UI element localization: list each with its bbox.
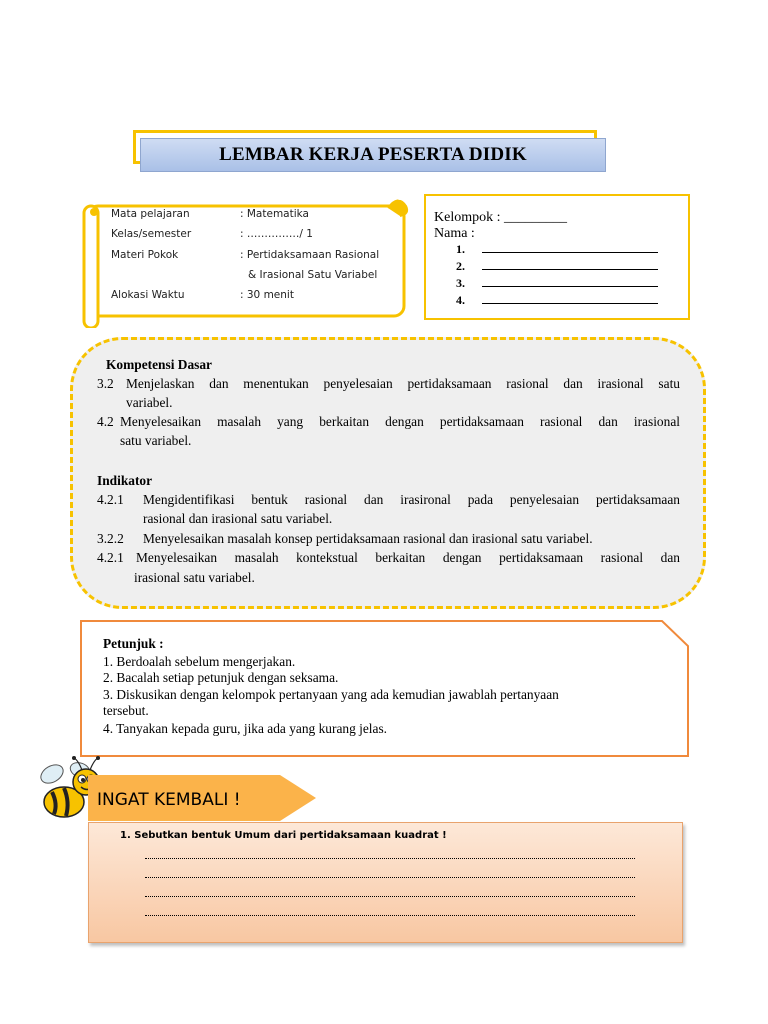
indicator-text: Menyelesaikan masalah konsep pertidaksamaan rasional dan irasional satu variabel. bbox=[143, 531, 593, 546]
answer-line[interactable] bbox=[145, 857, 635, 859]
member-row: 1. bbox=[456, 242, 465, 257]
instruction-line: 4. Tanyakan kepada guru, jika ada yang kurang jelas. bbox=[103, 721, 388, 736]
instruction-line: 1. Berdoalah sebelum mengerjakan. bbox=[103, 654, 296, 669]
kd-num: 3.2 bbox=[97, 376, 114, 391]
info-label: Materi Pokok bbox=[111, 249, 179, 261]
indicator-num: 4.2.1 bbox=[97, 550, 124, 565]
question-text: 1. Sebutkan bentuk Umum dari pertidaksamaan kuadrat ! bbox=[120, 830, 447, 841]
indicator-text: Menyelesaikan masalah kontekstual berkaitan dengan pertidaksamaan rasional dan bbox=[136, 550, 680, 565]
info-label: Kelas/semester bbox=[111, 228, 192, 240]
group-label: Kelompok : _________ bbox=[434, 210, 567, 225]
remember-label: INGAT KEMBALI ! bbox=[97, 790, 241, 810]
indicator-heading: Indikator bbox=[97, 473, 153, 488]
info-value: & Irasional Satu Variabel bbox=[248, 269, 378, 281]
indicator-text: irasional satu variabel. bbox=[134, 570, 255, 585]
instruction-line: 3. Diskusikan dengan kelompok pertanyaan yang ada kemudian jawablah pertanyaan bbox=[103, 687, 559, 702]
info-label: Mata pelajaran bbox=[111, 208, 190, 220]
kd-text: satu variabel. bbox=[120, 433, 192, 448]
indicator-num: 3.2.2 bbox=[97, 531, 124, 546]
group-box bbox=[424, 194, 690, 320]
member-row: 2. bbox=[456, 259, 465, 274]
info-value: : Matematika bbox=[240, 208, 309, 220]
instruction-line: 2. Bacalah setiap petunjuk dengan seksama. bbox=[103, 670, 339, 685]
member-row: 3. bbox=[456, 276, 465, 291]
page-title: LEMBAR KERJA PESERTA DIDIK bbox=[140, 138, 606, 172]
instruction-line: tersebut. bbox=[103, 703, 149, 718]
info-value: : ……………/ 1 bbox=[240, 228, 313, 240]
info-label: Alokasi Waktu bbox=[111, 289, 185, 301]
kd-heading: Kompetensi Dasar bbox=[106, 357, 213, 372]
answer-line[interactable] bbox=[145, 914, 635, 916]
indicator-text: rasional dan irasional satu variabel. bbox=[143, 511, 333, 526]
info-value: : 30 menit bbox=[240, 289, 294, 301]
name-label: Nama : bbox=[434, 226, 475, 241]
kd-text: Menjelaskan dan menentukan penyelesaian pertidaksamaan rasional dan irasional satu bbox=[126, 376, 680, 391]
kd-text: variabel. bbox=[126, 395, 173, 410]
indicator-text: Mengidentifikasi bentuk rasional dan irasironal pada penyelesaian pertidaksamaan bbox=[143, 492, 680, 507]
kd-text: Menyelesaikan masalah yang berkaitan dengan pertidaksamaan rasional dan irasional bbox=[120, 414, 680, 429]
kd-num: 4.2 bbox=[97, 414, 114, 429]
answer-line[interactable] bbox=[145, 895, 635, 897]
member-row: 4. bbox=[456, 293, 465, 308]
info-value: : Pertidaksamaan Rasional bbox=[240, 249, 380, 261]
instructions-heading: Petunjuk : bbox=[103, 636, 164, 651]
indicator-num: 4.2.1 bbox=[97, 492, 124, 507]
answer-line[interactable] bbox=[145, 876, 635, 878]
